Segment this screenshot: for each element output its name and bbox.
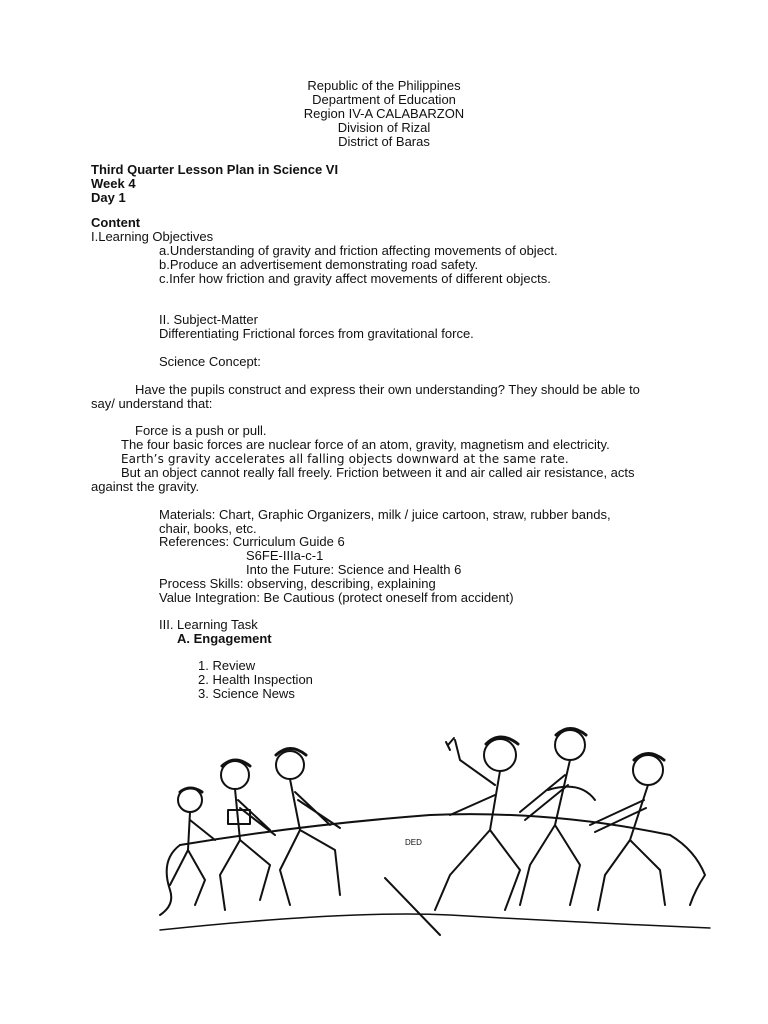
references-line-2: S6FE-IIIa-c-1 [246,548,324,563]
learning-task-heading: III. Learning Task [159,617,258,632]
references-line-3: Into the Future: Science and Health 6 [246,562,462,577]
concept-point-2: The four basic forces are nuclear force of an atom, gravity, magnetism and electricity. [121,437,610,452]
materials-line-2: chair, books, etc. [159,521,257,536]
process-skills: Process Skills: observing, describing, explaining [159,576,436,591]
concept-point-4b: against the gravity. [91,479,200,494]
references-line-1: References: Curriculum Guide 6 [159,534,345,549]
materials-line-1: Materials: Chart, Graphic Organizers, milk / juice cartoon, straw, rubber bands, [159,507,611,522]
objective-a: a.Understanding of gravity and friction affecting movements of object. [159,243,558,258]
header-line-3: Region IV-A CALABARZON [303,106,465,121]
header-line-1: Republic of the Philippines [307,78,461,93]
header-line-2: Department of Education [312,92,456,107]
tug-of-war-drawing [150,700,720,945]
objective-c: c.Infer how friction and gravity affect movements of different objects. [159,271,551,286]
science-concept-heading: Science Concept: [159,354,261,369]
objective-b: b.Produce an advertisement demonstrating road safety. [159,257,479,272]
content-heading: Content [91,215,141,230]
header-line-5: District of Baras [338,134,430,149]
subject-matter-heading: II. Subject-Matter [159,312,258,327]
concept-intro-line-2: say/ understand that: [91,396,213,411]
engagement-heading: A. Engagement [177,631,272,646]
objectives-heading: I.Learning Objectives [91,229,214,244]
header-line-4: Division of Rizal [337,120,431,135]
lesson-plan-title: Third Quarter Lesson Plan in Science VI [91,162,339,177]
svg-text:DED: DED [405,838,422,847]
concept-point-4a: But an object cannot really fall freely. Friction between it and air called air resistance, acts [121,465,635,480]
concept-point-1: Force is a push or pull. [135,423,267,438]
concept-intro-line-1: Have the pupils construct and express their own understanding? They should be able to [135,382,640,397]
value-integration: Value Integration: Be Cautious (protect oneself from accident) [159,590,514,605]
engagement-item-1: 1. Review [198,658,256,673]
engagement-item-2: 2. Health Inspection [198,672,313,687]
week-label: Week 4 [91,176,136,191]
day-label: Day 1 [91,190,126,205]
subject-matter-text: Differentiating Frictional forces from gravitational force. [159,326,474,341]
concept-point-3: Earth’s gravity accelerates all falling objects downward at the same rate. [121,452,569,466]
engagement-item-3: 3. Science News [198,686,295,701]
